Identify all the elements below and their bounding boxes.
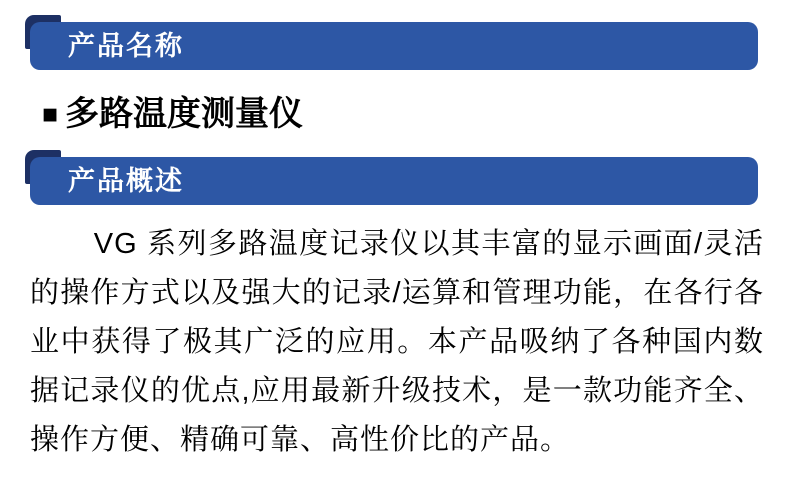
product-page (0, 22, 790, 489)
section-banner-product-overview (30, 157, 758, 205)
overview-paragraph: VG 系列多路温度记录仪以其丰富的显示画面/灵活的操作方式以及强大的记录/运算和管理功能，在各行各业中获得了极其广泛的应用。本产品吸纳了各种国内数据记录仪的优点,应用最新升级技术，是一款功能齐全、操作方便、精确可靠、高性价比的产品。 (30, 228, 764, 456)
product-title (42, 94, 770, 134)
square-bullet-icon: ■ (42, 99, 59, 129)
product-title-text: 多路温度测量仪 (65, 95, 304, 133)
section-title-product-name: 产品名称 (68, 31, 184, 61)
section-banner-product-name (30, 22, 758, 70)
section-title-product-overview: 产品概述 (68, 166, 184, 196)
